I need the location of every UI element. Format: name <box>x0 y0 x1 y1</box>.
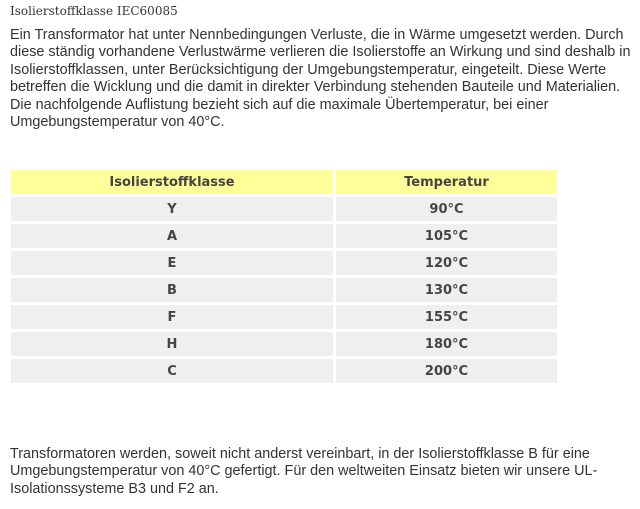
temperature-cell: 200°C <box>336 359 557 383</box>
table-row <box>11 278 557 302</box>
class-cell: E <box>11 251 333 275</box>
table-row <box>11 251 557 275</box>
closing-paragraph: Transformatoren werden, soweit nicht anderst vereinbart, in der Isolierstoffklasse B für eine Umgebungstemperatur von 40°C gefertigt. Für den weltweiten Einsatz bieten wir unsere UL-Isolationssysteme B3 und F2 an. <box>10 446 598 497</box>
insulation-class-table <box>8 167 560 386</box>
class-cell: F <box>11 305 333 329</box>
intro-paragraph: Ein Transformator hat unter Nennbedingungen Verluste, die in Wärme umgesetzt werden. Durch diese ständig vorhandene Verlustwärme verlieren die Isolierstoffe an Wirkung und sind deshalb in Isolierstoffklassen, unter Berücksichtigung der Umgebungstemperatur, eingeteilt. Diese Werte betreffen die Wicklung und die damit in direkter Verbindung stehenden Bauteile und Materialien. Die nachfolgende Auflistung bezieht sich auf die maximale Übertemperatur, bei einer Umgebungstemperatur von 40°C. <box>10 27 631 131</box>
class-cell: B <box>11 278 333 302</box>
temperature-cell: 120°C <box>336 251 557 275</box>
temperature-cell: 130°C <box>336 278 557 302</box>
temperature-cell: 90°C <box>336 197 557 221</box>
table-row <box>11 359 557 383</box>
table-row <box>11 197 557 221</box>
column-header-temperature: Temperatur <box>336 170 557 194</box>
temperature-cell: 155°C <box>336 305 557 329</box>
temperature-cell: 180°C <box>336 332 557 356</box>
class-cell: Y <box>11 197 333 221</box>
table-row <box>11 332 557 356</box>
column-header-class: Isolierstoffklasse <box>11 170 333 194</box>
class-cell: H <box>11 332 333 356</box>
class-cell: A <box>11 224 333 248</box>
temperature-cell: 105°C <box>336 224 557 248</box>
table-row <box>11 305 557 329</box>
class-cell: C <box>11 359 333 383</box>
table-row <box>11 224 557 248</box>
page-title: Isolierstoffklasse IEC60085 <box>10 4 178 18</box>
table-header-row <box>11 170 557 194</box>
